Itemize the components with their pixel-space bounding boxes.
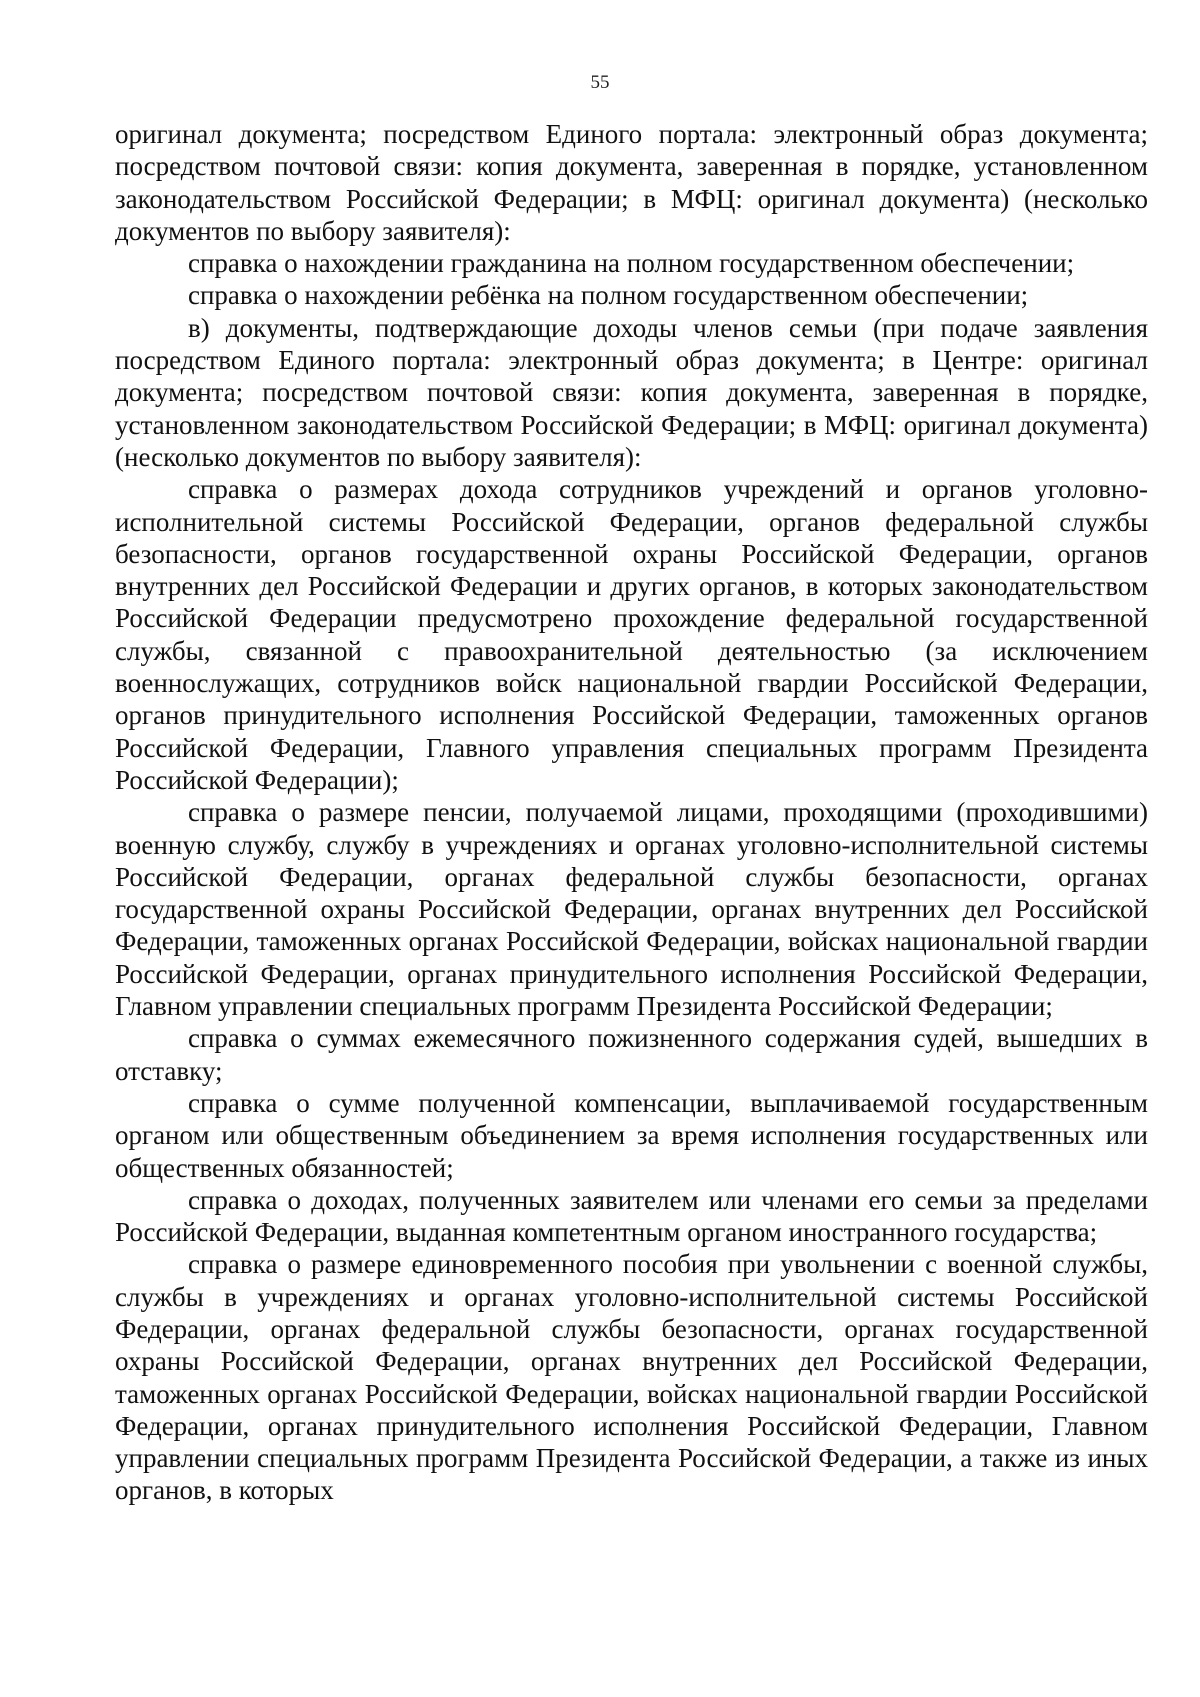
paragraph: оригинал документа; посредством Единого портала: электронный образ документа; посредством почтовой связи: копия документа, заверенная в порядке, установленном законодательством Российской Федерации; в МФЦ: оригинал документа) (несколько документов по выбору заявителя):	[115, 119, 1148, 246]
paragraph: справка о суммах ежемесячного пожизненного содержания судей, вышедших в отставку;	[115, 1023, 1148, 1086]
page-number: 55	[590, 72, 610, 93]
paragraph: справка о доходах, полученных заявителем или членами его семьи за пределами Российской Федерации, выданная компетентным органом иностранного государства;	[115, 1184, 1148, 1248]
paragraph: справка о размере единовременного пособия при увольнении с военной службы, службы в учреждениях и органах уголовно-исполнительной системы Российской Федерации, органах федеральной службы безопасности, органах государственной охраны Российской Федерации, органах внутренних дел Российской Федерации, таможенных органах Российской Федерации, войсках национальной гвардии Российской Федерации, органах принудительного исполнения Российской Федерации, Главном управлении специальных программ Президента Российской Федерации, а также из иных органов, в которых	[115, 1249, 1148, 1506]
paragraph: справка о размере пенсии, получаемой лицами, проходящими (проходившими) военную службу, службу в учреждениях и органах уголовно-исполнительной системы Российской Федерации, органах федеральной службы безопасности, органах государственной охраны Российской Федерации, органах внутренних дел Российской Федерации, таможенных органах Российской Федерации, войсках национальной гвардии Российской Федерации, органах принудительного исполнения Российской Федерации, Главном управлении специальных программ Президента Российской Федерации;	[115, 797, 1148, 1022]
paragraph: справка о нахождении ребёнка на полном государственном обеспечении;	[188, 280, 1029, 311]
paragraph: в) документы, подтверждающие доходы членов семьи (при подаче заявления посредством Единого портала: электронный образ документа; в Центре: оригинал документа; посредством почтовой связи: копия документа, заверенная в порядке, установленном законодательством Российской Федерации; в МФЦ: оригинал документа) (несколько документов по выбору заявителя):	[115, 312, 1148, 472]
paragraph: справка о нахождении гражданина на полном государственном обеспечении;	[188, 248, 1075, 279]
paragraph: справка о сумме полученной компенсации, выплачиваемой государственным органом или общественным объединением за время исполнения государственных или общественных обязанностей;	[115, 1087, 1148, 1183]
document-body	[115, 118, 1148, 1507]
paragraph: справка о размерах дохода сотрудников учреждений и органов уголовно-исполнительной системы Российской Федерации, органов федеральной службы безопасности, органов государственной охраны Российской Федерации, органов внутренних дел Российской Федерации и других органов, в которых законодательством Российской Федерации предусмотрено прохождение федеральной государственной службы, связанной с правоохранительной деятельностью (за исключением военнослужащих, сотрудников войск национальной гвардии Российской Федерации, органов принудительного исполнения Российской Федерации, таможенных органов Российской Федерации, Главного управления специальных программ Президента Российской Федерации);	[115, 474, 1148, 795]
